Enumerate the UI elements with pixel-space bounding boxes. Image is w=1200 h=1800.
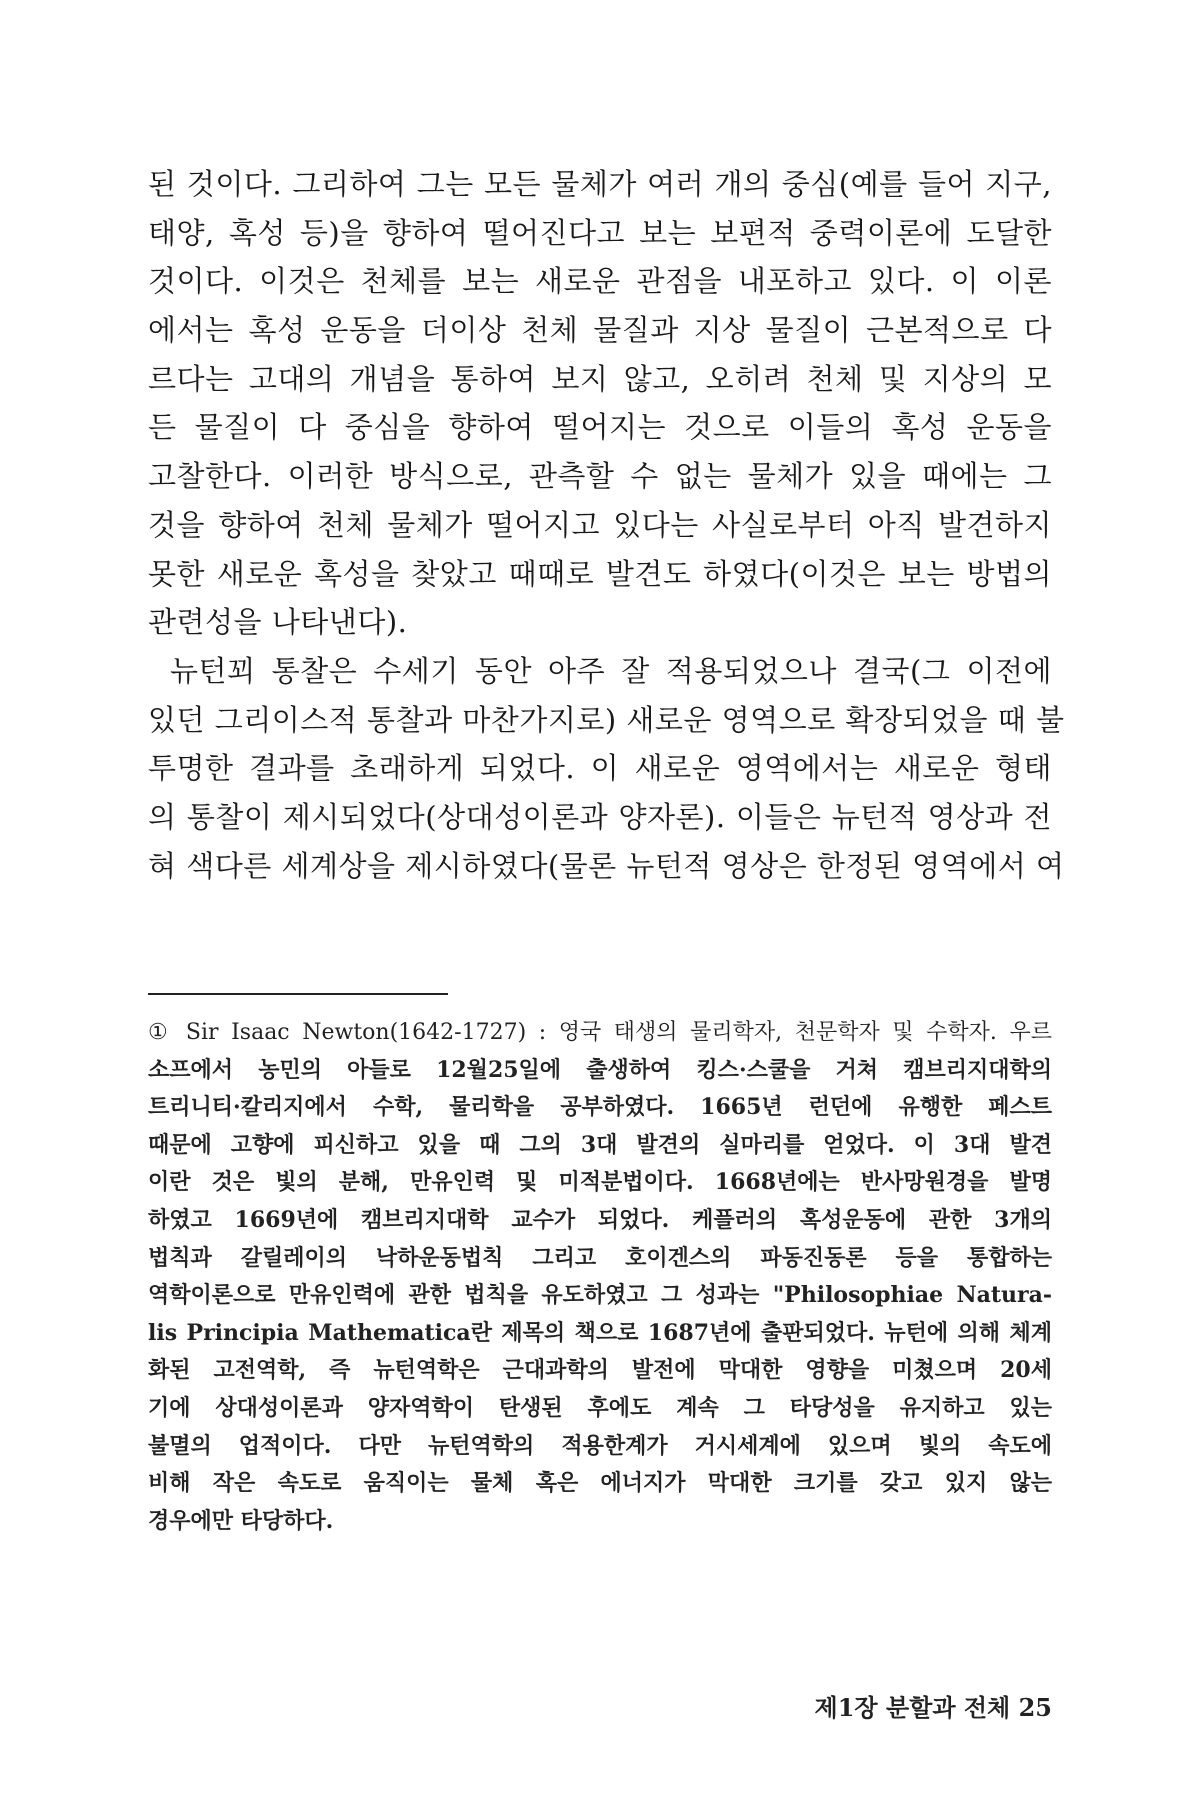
page-number: 25 <box>1018 1693 1052 1722</box>
footnote-line: 경우에만 타당하다. <box>148 1507 334 1534</box>
footnote-line: 소프에서 농민의 아들로 12월25일에 출생하여 킹스·스쿨을 거쳐 캠브리지대학의 <box>148 1056 1052 1083</box>
footnote-line: 트리니티·칼리지에서 수학, 물리학을 공부하였다. 1665년 런던에 유행한 페스트 <box>148 1094 1052 1121</box>
footnote-line: 하였고 1669년에 캠브리지대학 교수가 되었다. 케플러의 혹성운동에 관한 3개의 <box>148 1206 1052 1233</box>
text-line: 의 통찰이 제시되었다(상대성이론과 양자론). 이들은 뉴턴적 영상과 전 <box>148 799 1052 834</box>
text-line: 된 것이다. 그리하여 그는 모든 물체가 여러 개의 중심(예를 들어 지구, <box>148 167 1052 201</box>
footnote-line: 비해 작은 속도로 움직이는 물체 혹은 에너지가 막대한 크기를 갖고 있지 않는 <box>148 1470 1052 1497</box>
footnote <box>148 1014 1052 1540</box>
chapter-title: 제1장 분할과 전체 <box>814 1693 1011 1722</box>
text-line: 든 물질이 다 중심을 향하여 떨어지는 것으로 이들의 혹성 운동을 <box>148 410 1052 445</box>
text-line: 것이다. 이것은 천체를 보는 새로운 관점을 내포하고 있다. 이 이론 <box>148 264 1052 299</box>
text-line: 르다는 고대의 개념을 통하여 보지 않고, 오히려 천체 및 지상의 모 <box>148 361 1052 396</box>
page-footer <box>815 1688 1052 1723</box>
text-line: 있던 그리이스적 통찰과 마찬가지로) 새로운 영역으로 확장되었을 때 불 <box>148 702 1065 737</box>
text-line: 태양, 혹성 등)을 향하여 떨어진다고 보는 보편적 중력이론에 도달한 <box>148 215 1052 250</box>
footnote-line: 법칙과 갈릴레이의 낙하운동법칙 그리고 호이겐스의 파동진동론 등을 통합하는 <box>148 1244 1052 1271</box>
text-line: 관련성을 나타낸다). <box>148 605 408 640</box>
footnote-line: lis Principia Mathematica란 제목의 책으로 1687년에 출판되었다. 뉴턴에 의해 체계 <box>148 1319 1052 1346</box>
footnote-line: 역학이론으로 만유인력에 관한 법칙을 유도하였고 그 성과는 "Philosophiae Natura- <box>148 1282 1052 1309</box>
footnote-line: 때문에 고향에 피신하고 있을 때 그의 3대 발견의 실마리를 얻었다. 이 3대 발견 <box>148 1131 1052 1158</box>
footnote-line: 불멸의 업적이다. 다만 뉴턴역학의 적용한계가 거시세계에 있으며 빛의 속도에 <box>148 1432 1052 1459</box>
main-text <box>148 160 1065 890</box>
footnote-divider <box>148 993 448 995</box>
text-line: 혀 색다른 세계상을 제시하였다(물론 뉴턴적 영상은 한정된 영역에서 여 <box>148 848 1065 883</box>
text-line: 못한 새로운 혹성을 찾았고 때때로 발견도 하였다(이것은 보는 방법의 <box>148 556 1052 591</box>
footnote-line: ① Sir Isaac Newton(1642-1727) : 영국 태생의 물리학자, 천문학자 및 수학자. 우르 <box>148 1020 1052 1045</box>
text-line: 고찰한다. 이러한 방식으로, 관측할 수 없는 물체가 있을 때에는 그 <box>148 459 1052 494</box>
footnote-line: 화된 고전역학, 즉 뉴턴역학은 근대과학의 발전에 막대한 영향을 미쳤으며 20세 <box>148 1357 1052 1384</box>
footnote-line: 기에 상대성이론과 양자역학이 탄생된 후에도 계속 그 타당성을 유지하고 있는 <box>148 1394 1052 1421</box>
text-line: 에서는 혹성 운동을 더이상 천체 물질과 지상 물질이 근본적으로 다 <box>148 313 1052 348</box>
text-line: 뉴턴꾀 통찰은 수세기 동안 아주 잘 적용되었으나 결국(그 이전에 <box>170 653 1052 688</box>
footnote-line: 이란 것은 빛의 분해, 만유인력 및 미적분법이다. 1668년에는 반사망원경을 발명 <box>148 1169 1052 1196</box>
text-line: 투명한 결과를 초래하게 되었다. 이 새로운 영역에서는 새로운 형태 <box>148 751 1052 786</box>
text-line: 것을 향하여 천체 물체가 떨어지고 있다는 사실로부터 아직 발견하지 <box>148 507 1052 542</box>
